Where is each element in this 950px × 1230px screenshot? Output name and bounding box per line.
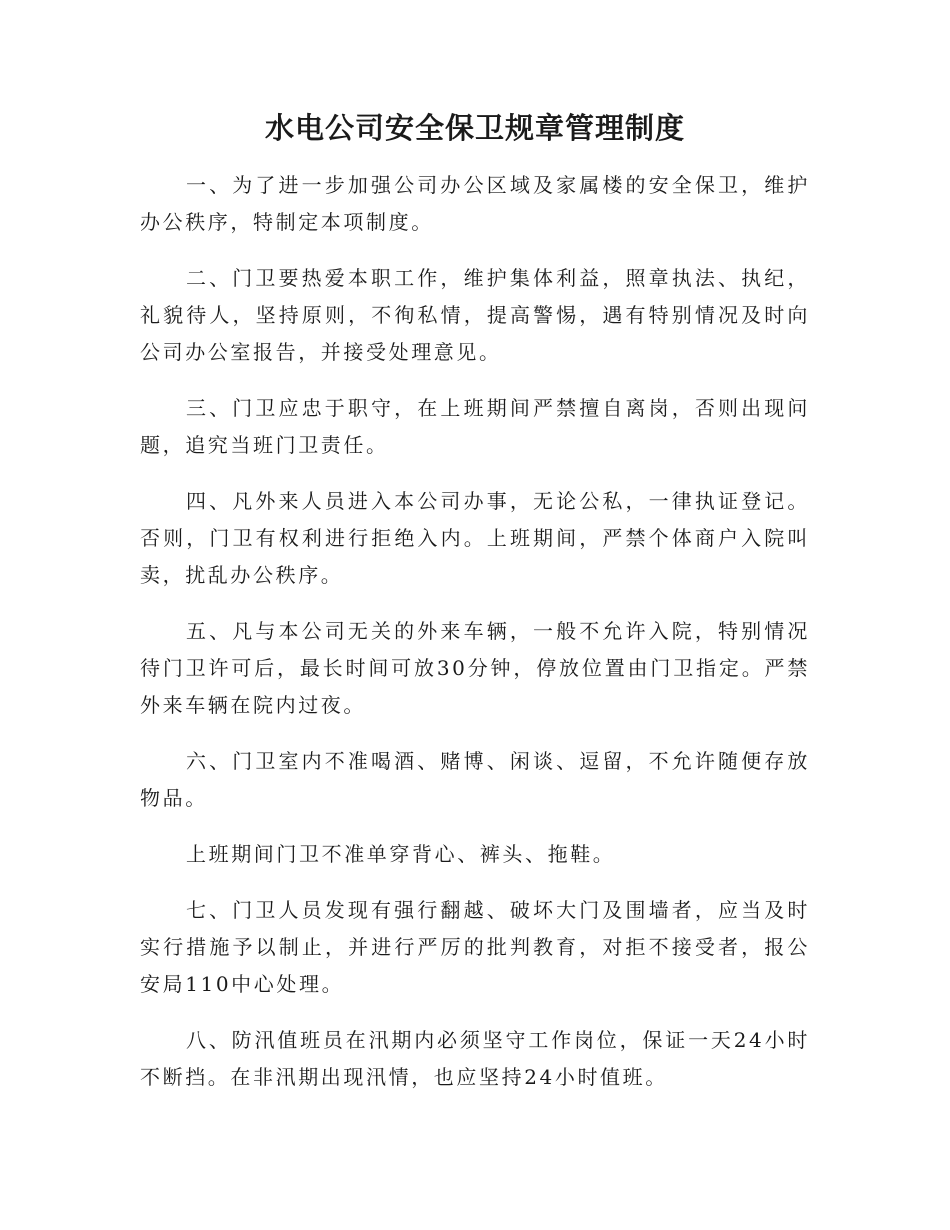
paragraph-4: 四、凡外来人员进入本公司办事，无论公私，一律执证登记。否则，门卫有权利进行拒绝入内。上班期间，严禁个体商户入院叫卖，扰乱办公秩序。 bbox=[140, 489, 810, 587]
paragraph-7: 上班期间门卫不准单穿背心、裤头、拖鞋。 bbox=[186, 842, 616, 866]
paragraph-9: 八、防汛值班员在汛期内必须坚守工作岗位，保证一天24小时不断挡。在非汛期出现汛情，也应坚持24小时值班。 bbox=[140, 1028, 810, 1089]
paragraph-3: 三、门卫应忠于职守，在上班期间严禁擅自离岗，否则出现问题，追究当班门卫责任。 bbox=[140, 396, 810, 457]
paragraph-8: 七、门卫人员发现有强行翻越、破坏大门及围墙者，应当及时实行措施予以制止，并进行严厉的批判教育，对拒不接受者，报公安局110中心处理。 bbox=[140, 898, 810, 996]
document-body bbox=[140, 167, 810, 1115]
document-title: 水电公司安全保卫规章管理制度 bbox=[264, 111, 685, 145]
paragraph-5: 五、凡与本公司无关的外来车辆，一般不允许入院，特别情况待门卫许可后，最长时间可放30分钟，停放位置由门卫指定。严禁外来车辆在院内过夜。 bbox=[140, 619, 810, 717]
paragraph-2: 二、门卫要热爱本职工作，维护集体利益，照章执法、执纪，礼貌待人，坚持原则，不徇私情，提高警惕，遇有特别情况及时向公司办公室报告，并接受处理意见。 bbox=[140, 266, 810, 364]
paragraph-1: 一、为了进一步加强公司办公区域及家属楼的安全保卫，维护办公秩序，特制定本项制度。 bbox=[140, 173, 810, 234]
paragraph-6: 六、门卫室内不准喝酒、赌博、闲谈、逗留，不允许随便存放物品。 bbox=[140, 749, 810, 810]
